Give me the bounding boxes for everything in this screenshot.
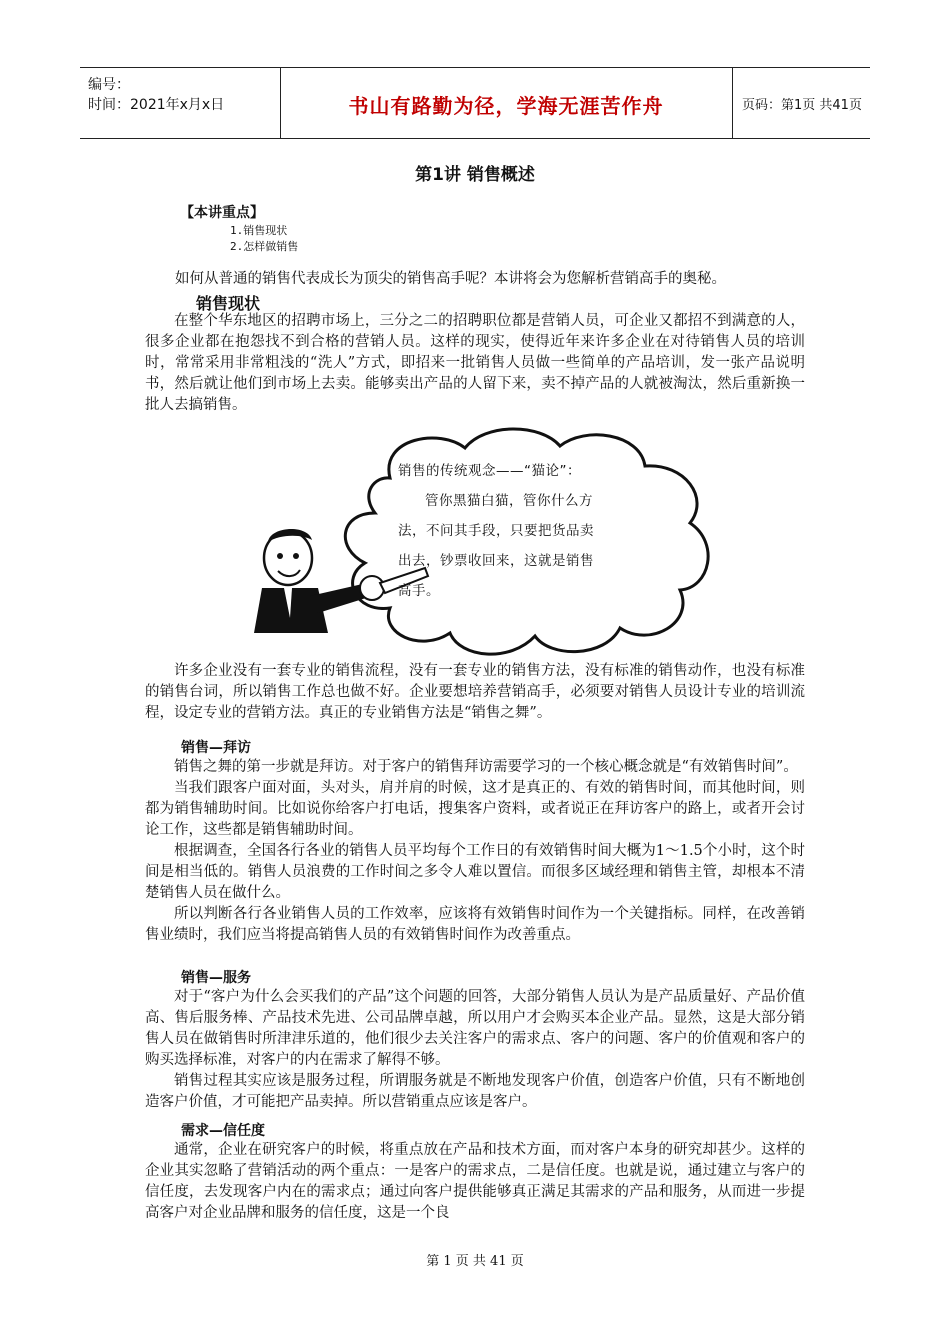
- visit-paragraphs: 销售之舞的第一步就是拜访。对于客户的销售拜访需要学习的一个核心概念就是“有效销售时间”。 当我们跟客户面对面，头对头，肩并肩的时候，这才是真正的、有效的销售时间，而其他时间，则都为销售辅助时间。比如说你给客户打电话，搜集客户资料，或者说正在拜访客户的路上，或者开会讨论工作，这些都是销售辅助时间。 根据调查，全国各行各业的销售人员平均每个工作日的有效销售时间大概为1～1.5个小时，这个时间是相当低的。销售人员浪费的工作时间之多令人难以置信。而很多区域经理和销售主管，却根本不清楚销售人员在做什么。 所以判断各行各业销售人员的工作效率，应该将有效销售时间作为一个关键指标。同样，在改善销售业绩时，我们应当将提高销售人员的有效销售时间作为改善重点。: [145, 759, 805, 943]
- cloud-line: 出去，钞票收回来，这就是销售: [398, 553, 594, 569]
- header-page-cell: [732, 68, 870, 138]
- document-header: [80, 67, 870, 139]
- key-point-item: 2.怎样做销售: [230, 240, 299, 253]
- dance-paragraph: 许多企业没有一套专业的销售流程，没有一套专业的销售方法，没有标准的销售动作，也没有标准的销售台词，所以销售工作总也做不好。企业要想培养营销高手，必须要对销售人员设计专业的培训流程，设定专业的营销方法。真正的专业销售方法是“销售之舞”。: [145, 663, 805, 721]
- page-code: 页码：第1页 共41页: [742, 98, 862, 113]
- trust-paragraph: 通常，企业在研究客户的时候，将重点放在产品和技术方面，而对客户本身的研究却甚少。这样的企业其实忽略了营销活动的两个重点：一是客户的需求点，二是信任度。也就是说，通过建立与客户的信任度，去发现客户内在的需求点；通过向客户提供能够真正满足其需求的产品和服务，从而进一步提高客户对企业品牌和服务的信任度，这是一个良: [145, 1142, 805, 1221]
- cloud-line: 法，不问其手段，只要把货品卖: [398, 523, 594, 539]
- cloud-line: 管你黑猫白猫，管你什么方: [425, 493, 593, 509]
- serial-number-label: 编号：: [88, 77, 130, 93]
- header-meta-cell: [80, 68, 281, 138]
- key-points-heading: 【本讲重点】: [180, 205, 264, 221]
- section-heading-status: 销售现状: [196, 294, 261, 313]
- date-label: 时间：2021年x月x日: [88, 97, 225, 113]
- section-heading-visit: 销售—拜访: [181, 740, 251, 756]
- lecture-title: 第1讲 销售概述: [415, 165, 535, 185]
- header-motto-cell: [280, 68, 733, 138]
- status-paragraph: 在整个华东地区的招聘市场上，三分之二的招聘职位都是营销人员，可企业又都招不到满意的人，很多企业都在抱怨找不到合格的营销人员。这样的现实，使得近年来许多企业在对待销售人员的培训时，常常采用非常粗浅的“洗人”方式，即招来一批销售人员做一些简单的产品培训，发一张产品说明书，然后就让他们到市场上去卖。能够卖出产品的人留下来，卖不掉产品的人就被淘汰，然后重新换一批人去搞销售。: [145, 313, 805, 413]
- section-heading-trust: 需求—信任度: [181, 1123, 265, 1139]
- cloud-line: 销售的传统观念——“猫论”：: [398, 463, 581, 479]
- intro-paragraph: 如何从普通的销售代表成长为顶尖的销售高手呢？本讲将会为您解析营销高手的奥秘。: [175, 271, 726, 287]
- motto: 书山有路勤为径，学海无涯苦作舟: [348, 94, 664, 118]
- cloud-line: 高手。: [398, 583, 440, 599]
- section-heading-service: 销售—服务: [181, 970, 251, 986]
- service-paragraphs: 对于“客户为什么会买我们的产品”这个问题的回答，大部分销售人员认为是产品质量好、产品价值高、售后服务棒、产品技术先进、公司品牌卓越，所以用户才会购买本企业产品。显然，这是大部分销售人员在做销售时所津津乐道的，他们很少去关注客户的需求点、客户的问题、客户的价值观和客户的购买选择标准，对客户的内在需求了解得不够。 销售过程其实应该是服务过程，所谓服务就是不断地发现客户价值，创造客户价值，只有不断地创造客户价值，才可能把产品卖掉。所以营销重点应该是客户。: [145, 989, 805, 1110]
- page-footer: 第 1 页 共 41 页: [426, 1254, 524, 1269]
- key-point-item: 1.销售现状: [230, 224, 288, 237]
